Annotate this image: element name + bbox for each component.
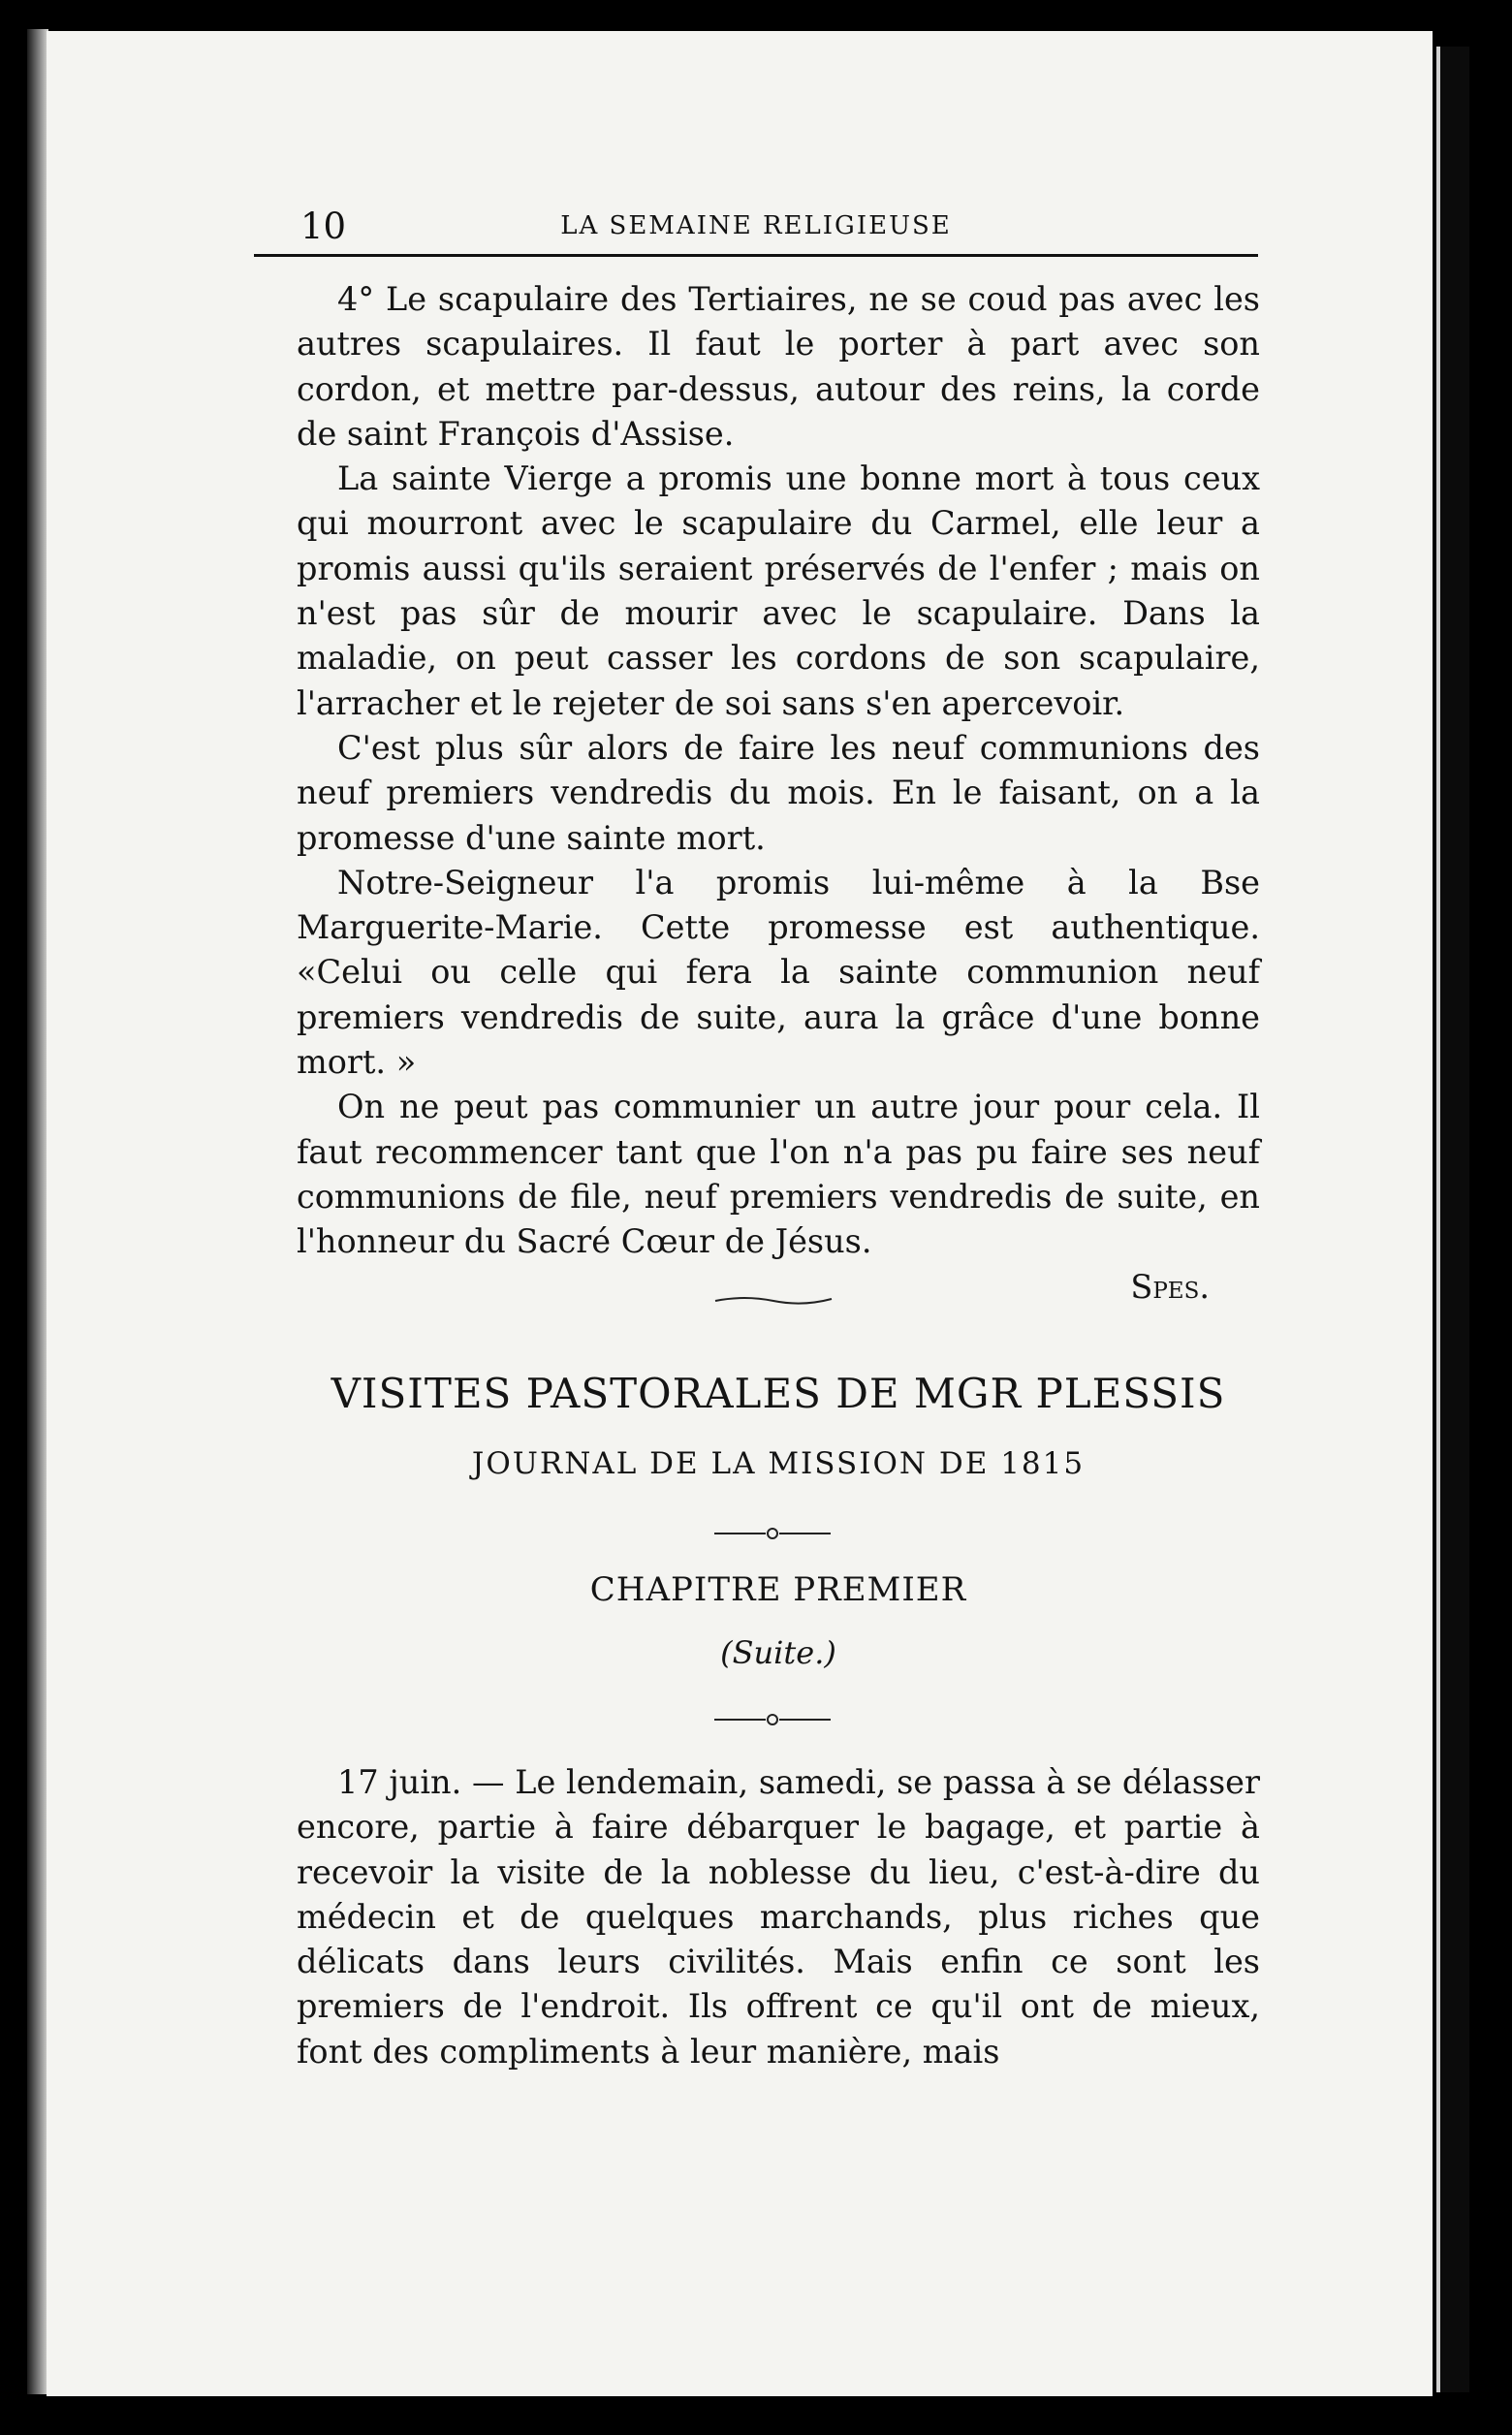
separator-ornament bbox=[709, 1524, 835, 1543]
page-header bbox=[254, 206, 1258, 248]
article-text bbox=[297, 1760, 1260, 2074]
paragraph: C'est plus sûr alors de faire les neuf communions des neuf premiers vendredis du mois. En le faisant, on a la promesse d'une sainte mort. bbox=[297, 728, 1260, 857]
page-spine-shadow bbox=[27, 29, 48, 2394]
running-title: LA SEMAINE RELIGIEUSE bbox=[560, 211, 952, 240]
page-number: 10 bbox=[300, 206, 347, 247]
body-text bbox=[297, 277, 1260, 1310]
scan-edge-bar bbox=[1436, 47, 1469, 2392]
signature: Spes. bbox=[1130, 1267, 1210, 1306]
article-title: VISITES PASTORALES DE MGR PLESSIS bbox=[331, 1370, 1226, 1417]
paragraph: 4° Le scapulaire des Tertiaires, ne se coud pas avec les autres scapulaires. Il faut le porter à part avec son cordon, et mettre par-dessus, autour des reins, la corde de saint François d'Assise. bbox=[297, 280, 1260, 453]
chapter-heading: CHAPITRE PREMIER bbox=[589, 1570, 967, 1609]
header-rule bbox=[254, 254, 1258, 257]
article-subtitle: JOURNAL DE LA MISSION DE 1815 bbox=[471, 1446, 1086, 1481]
paragraph: On ne peut pas communier un autre jour pour cela. Il faut recommencer tant que l'on n'a pas pu faire ses neuf communions de file, neuf premiers vendredis de suite, en l'honneur du Sacré Cœur de Jésus. bbox=[297, 1088, 1260, 1261]
paragraph: 17 juin. — Le lendemain, samedi, se passa à se délasser encore, partie à faire débarquer le bagage, et partie à recevoir la visite de la noblesse du lieu, c'est-à-dire du médecin et de quelques marchands, plus riches que délicats dans leurs civilités. Mais enfin ce sont les premiers de l'endroit. Ils offrent ce qu'il ont de mieux, font des compliments à leur manière, mais bbox=[297, 1763, 1260, 2071]
chapter-note: (Suite.) bbox=[720, 1634, 836, 1671]
separator-ornament bbox=[709, 1710, 835, 1729]
paragraph: La sainte Vierge a promis une bonne mort à tous ceux qui mourront avec le scapulaire du Carmel, elle leur a promis aussi qu'ils seraient préservés de l'enfer ; mais on n'est pas sûr de mourir avec le scapulaire. Dans la maladie, on peut casser les cordons de son scapulaire, l'arracher et le rejeter de soi sans s'en apercevoir. bbox=[297, 459, 1260, 722]
paragraph: Notre-Seigneur l'a promis lui-même à la Bse Marguerite-Marie. Cette promesse est authentique. «Celui ou celle qui fera la sainte communion neuf premiers vendredis de suite, aura la grâce d'une bonne mort. » bbox=[297, 863, 1260, 1082]
section-ornament bbox=[696, 1289, 851, 1309]
